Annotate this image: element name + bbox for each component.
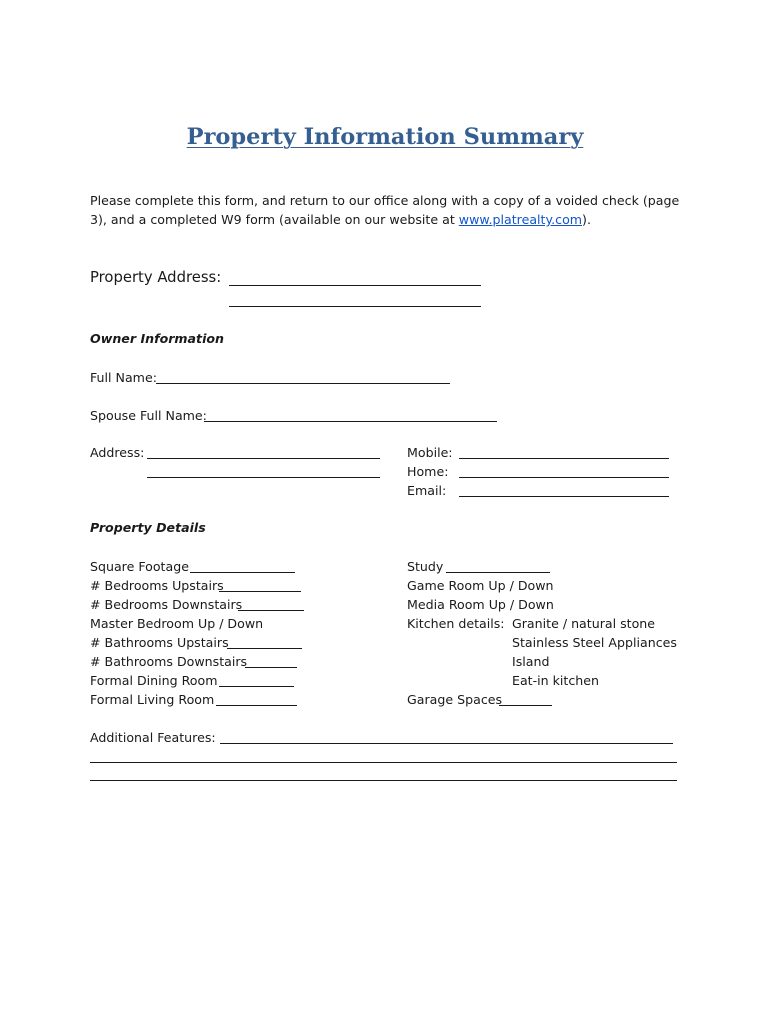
square-footage-label: Square Footage	[90, 559, 189, 574]
email-label: Email:	[407, 483, 447, 498]
website-link[interactable]: www.platrealty.com	[458, 212, 583, 227]
bedrooms-downstairs-line[interactable]	[238, 610, 304, 611]
bedrooms-downstairs-label: # Bedrooms Downstairs	[90, 597, 243, 612]
spouse-name-label: Spouse Full Name:	[90, 408, 207, 423]
kitchen-details-label: Kitchen details:	[407, 616, 505, 631]
study-line[interactable]	[446, 572, 550, 573]
kitchen-option-granite: Granite / natural stone	[512, 616, 656, 631]
bathrooms-upstairs-line[interactable]	[227, 648, 302, 649]
square-footage-line[interactable]	[190, 572, 295, 573]
spouse-name-line[interactable]	[204, 421, 497, 422]
property-address-line-2[interactable]	[229, 306, 481, 307]
additional-features-line-3[interactable]	[90, 780, 677, 781]
garage-spaces-label: Garage Spaces	[407, 692, 503, 707]
owner-info-heading: Owner Information	[90, 331, 225, 346]
kitchen-option-stainless: Stainless Steel Appliances	[512, 635, 677, 650]
mobile-line[interactable]	[459, 458, 669, 459]
kitchen-option-eat-in: Eat-in kitchen	[512, 673, 600, 688]
home-line[interactable]	[459, 477, 669, 478]
study-label: Study	[407, 559, 444, 574]
intro-text-end: ).	[582, 212, 591, 227]
formal-dining-label: Formal Dining Room	[90, 673, 218, 688]
property-address-line-1[interactable]	[229, 285, 481, 286]
bedrooms-upstairs-label: # Bedrooms Upstairs	[90, 578, 224, 593]
formal-living-label: Formal Living Room	[90, 692, 215, 707]
address-line-2[interactable]	[147, 477, 380, 478]
email-line[interactable]	[459, 496, 669, 497]
media-room-label: Media Room Up / Down	[407, 597, 554, 612]
intro-paragraph	[90, 191, 690, 229]
additional-features-line-2[interactable]	[90, 762, 677, 763]
intro-text: Please complete this form, and return to our office along with a copy of a voided check (page 3), and a completed W9 form (available on our website at	[90, 193, 680, 227]
formal-living-line[interactable]	[216, 705, 297, 706]
mobile-label: Mobile:	[407, 445, 453, 460]
kitchen-option-island: Island	[512, 654, 550, 669]
game-room-label: Game Room Up / Down	[407, 578, 554, 593]
bathrooms-upstairs-label: # Bathrooms Upstairs	[90, 635, 229, 650]
page-title: Property Information Summary	[186, 124, 584, 150]
bedrooms-upstairs-line[interactable]	[219, 591, 301, 592]
bathrooms-downstairs-label: # Bathrooms Downstairs	[90, 654, 248, 669]
bathrooms-downstairs-line[interactable]	[245, 667, 297, 668]
home-label: Home:	[407, 464, 449, 479]
address-line-1[interactable]	[147, 458, 380, 459]
formal-dining-line[interactable]	[219, 686, 294, 687]
address-label: Address:	[90, 445, 145, 460]
additional-features-line-1[interactable]	[220, 743, 673, 744]
property-details-heading: Property Details	[90, 520, 206, 535]
garage-spaces-line[interactable]	[499, 705, 552, 706]
property-address-label: Property Address:	[90, 269, 222, 286]
full-name-line[interactable]	[156, 383, 450, 384]
additional-features-label: Additional Features:	[90, 730, 216, 745]
full-name-label: Full Name:	[90, 370, 157, 385]
master-bedroom-label: Master Bedroom Up / Down	[90, 616, 264, 631]
